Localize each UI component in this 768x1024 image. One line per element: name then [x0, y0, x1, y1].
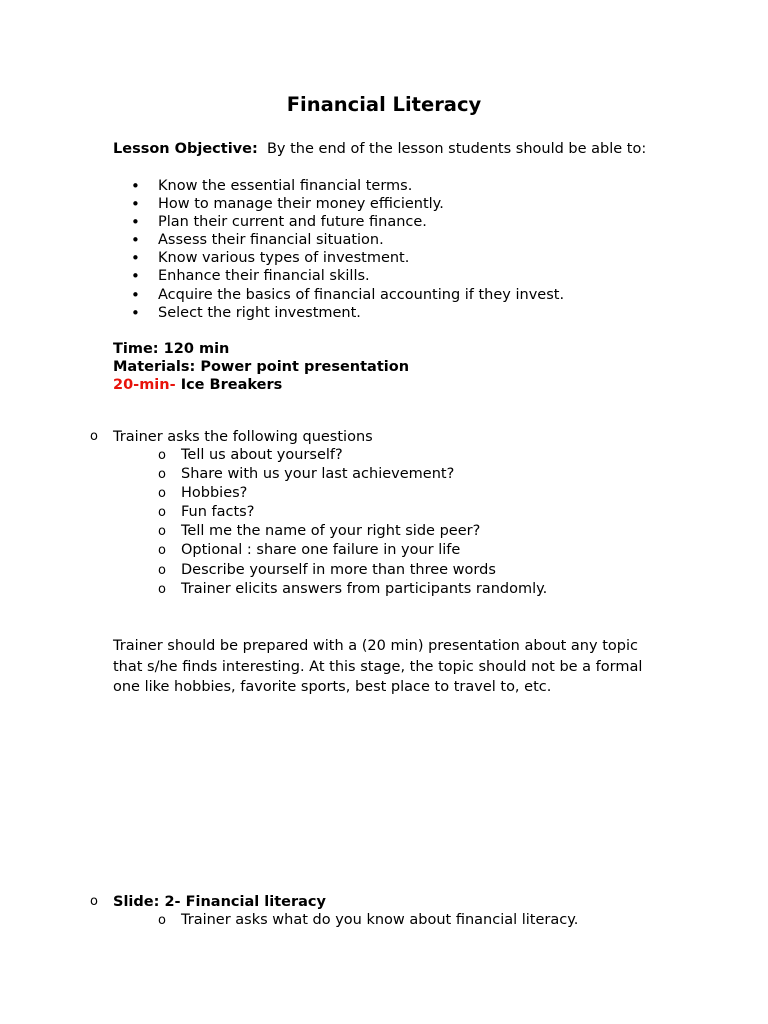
- lesson-objective-label: Lesson Objective:: [113, 141, 258, 157]
- trainer-questions-intro: Trainer asks the following questions: [113, 429, 373, 445]
- slide-2-heading: Slide: 2- Financial literacy: [113, 894, 326, 910]
- circle-marker: o: [158, 448, 166, 463]
- ice-breakers-duration: 20-min-: [113, 377, 176, 393]
- objective-bullet-item: • How to manage their money efficiently.: [131, 195, 444, 214]
- circle-marker: o: [158, 562, 166, 578]
- circle-marker: o: [90, 894, 98, 909]
- objective-bullet-item: • Select the right investment.: [131, 303, 361, 322]
- ice-breakers-heading: [113, 376, 282, 394]
- trainer-question-item: o Fun facts?: [0, 503, 547, 522]
- page-title: Financial Literacy: [286, 93, 482, 116]
- objective-bullet-item: • Know the essential financial terms.: [131, 177, 413, 195]
- bullet-marker: •: [131, 303, 140, 322]
- bullet-marker: •: [131, 285, 140, 304]
- lesson-objective-text: By the end of the lesson students should be able to:: [266, 141, 647, 157]
- bullet-marker: •: [131, 231, 140, 250]
- circle-marker: o: [158, 524, 166, 540]
- objective-bullet-item: • Know various types of investment.: [131, 249, 410, 268]
- circle-marker: o: [158, 913, 166, 928]
- objective-bullet-item: • Plan their current and future finance.: [131, 213, 427, 232]
- bullet-marker: •: [131, 177, 140, 195]
- ice-breakers-label: Ice Breakers: [180, 377, 283, 393]
- circle-marker: o: [158, 505, 166, 521]
- trainer-question-item: o Hobbies?: [0, 484, 547, 503]
- trainer-question-item: o Describe yourself in more than three words: [0, 561, 547, 580]
- objective-bullet-item: • Enhance their financial skills.: [131, 267, 370, 286]
- bullet-marker: •: [131, 213, 140, 232]
- trainer-question-item: o Trainer elicits answers from participants randomly.: [0, 580, 547, 599]
- lesson-time: Time: 120 min: [113, 341, 230, 357]
- lesson-materials: Materials: Power point presentation: [113, 359, 410, 375]
- circle-marker: o: [90, 429, 98, 444]
- lesson-objective: [113, 140, 658, 158]
- objective-bullet-list: [0, 177, 564, 322]
- circle-marker: o: [158, 467, 166, 483]
- bullet-marker: •: [131, 249, 140, 268]
- objective-bullet-item: • Assess their financial situation.: [131, 231, 384, 250]
- trainer-question-item: o Share with us your last achievement?: [0, 465, 547, 484]
- bullet-marker: •: [131, 267, 140, 286]
- slide-2-item: Trainer asks what do you know about financial literacy.: [181, 912, 579, 928]
- trainer-question-item: o Tell us about yourself?: [0, 446, 547, 465]
- circle-marker: o: [158, 543, 166, 559]
- circle-marker: o: [158, 581, 166, 597]
- trainer-preparation-paragraph: Trainer should be prepared with a (20 min) presentation about any topic that s/he finds interesting. At this stage, the topic should not be a formal one like hobbies, favorite sports, best place to travel to, etc.: [113, 638, 643, 696]
- trainer-question-item: o Tell me the name of your right side peer?: [0, 522, 547, 541]
- trainer-question-item: o Optional : share one failure in your life: [0, 541, 547, 560]
- bullet-marker: •: [131, 195, 140, 214]
- circle-marker: o: [158, 486, 166, 502]
- trainer-question-list: [0, 446, 547, 599]
- objective-bullet-item: • Acquire the basics of financial accounting if they invest.: [131, 285, 565, 304]
